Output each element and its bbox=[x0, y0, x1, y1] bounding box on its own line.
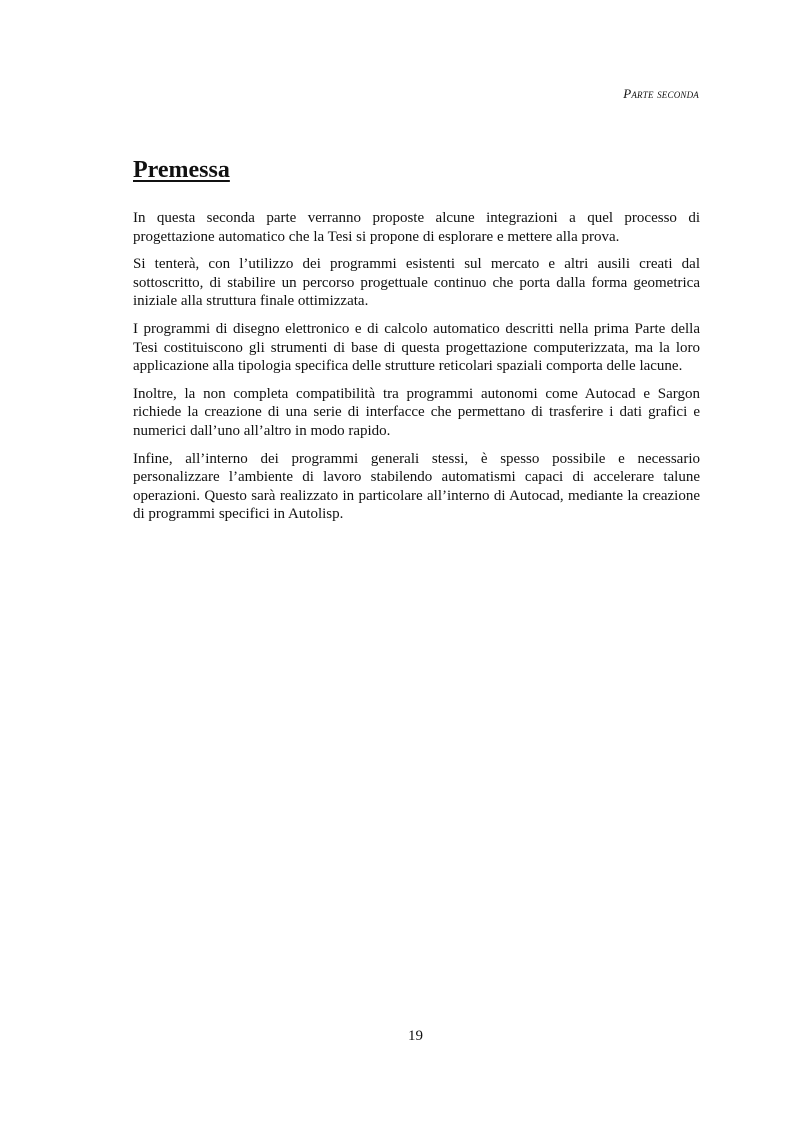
paragraph-4: Inoltre, la non completa compatibilità tra programmi autonomi come Autocad e Sargon richiede la creazione di una serie di interfacce che permettano di trasferire i dati grafici e numerici dall’uno all’altro in modo rapido. bbox=[133, 385, 700, 439]
paragraph-3: I programmi di disegno elettronico e di calcolo automatico descritti nella prima Parte della Tesi costituiscono gli strumenti di base di questa progettazione computerizzata, ma la loro applicazione alla tipologia specifica delle strutture reticolari spaziali comporta delle lacune. bbox=[133, 320, 700, 375]
paragraph-2: Si tenterà, con l’utilizzo dei programmi esistenti sul mercato e altri ausili creati dal sottoscritto, di stabilire un percorso progettuale continuo che porta dalla forma geometrica iniziale alla struttura finale ottimizzata. bbox=[133, 256, 700, 310]
running-header: Parte seconda bbox=[623, 86, 699, 101]
page-number: 19 bbox=[408, 1028, 423, 1044]
paragraph-1: In questa seconda parte verranno proposte alcune integrazioni a quel processo di progettazione automatico che la Tesi si propone di esplorare e mettere alla prova. bbox=[133, 210, 700, 245]
section-title: Premessa bbox=[133, 157, 230, 183]
body-text bbox=[133, 209, 700, 533]
paragraph-5: Infine, all’interno dei programmi generali stessi, è spesso possibile e necessario personalizzare l’ambiente di lavoro stabilendo automatismi capaci di accelerare talune operazioni. Questo sarà realizzato in particolare all’interno di Autocad, mediante la creazione di programmi specifici in Autolisp. bbox=[133, 450, 700, 523]
